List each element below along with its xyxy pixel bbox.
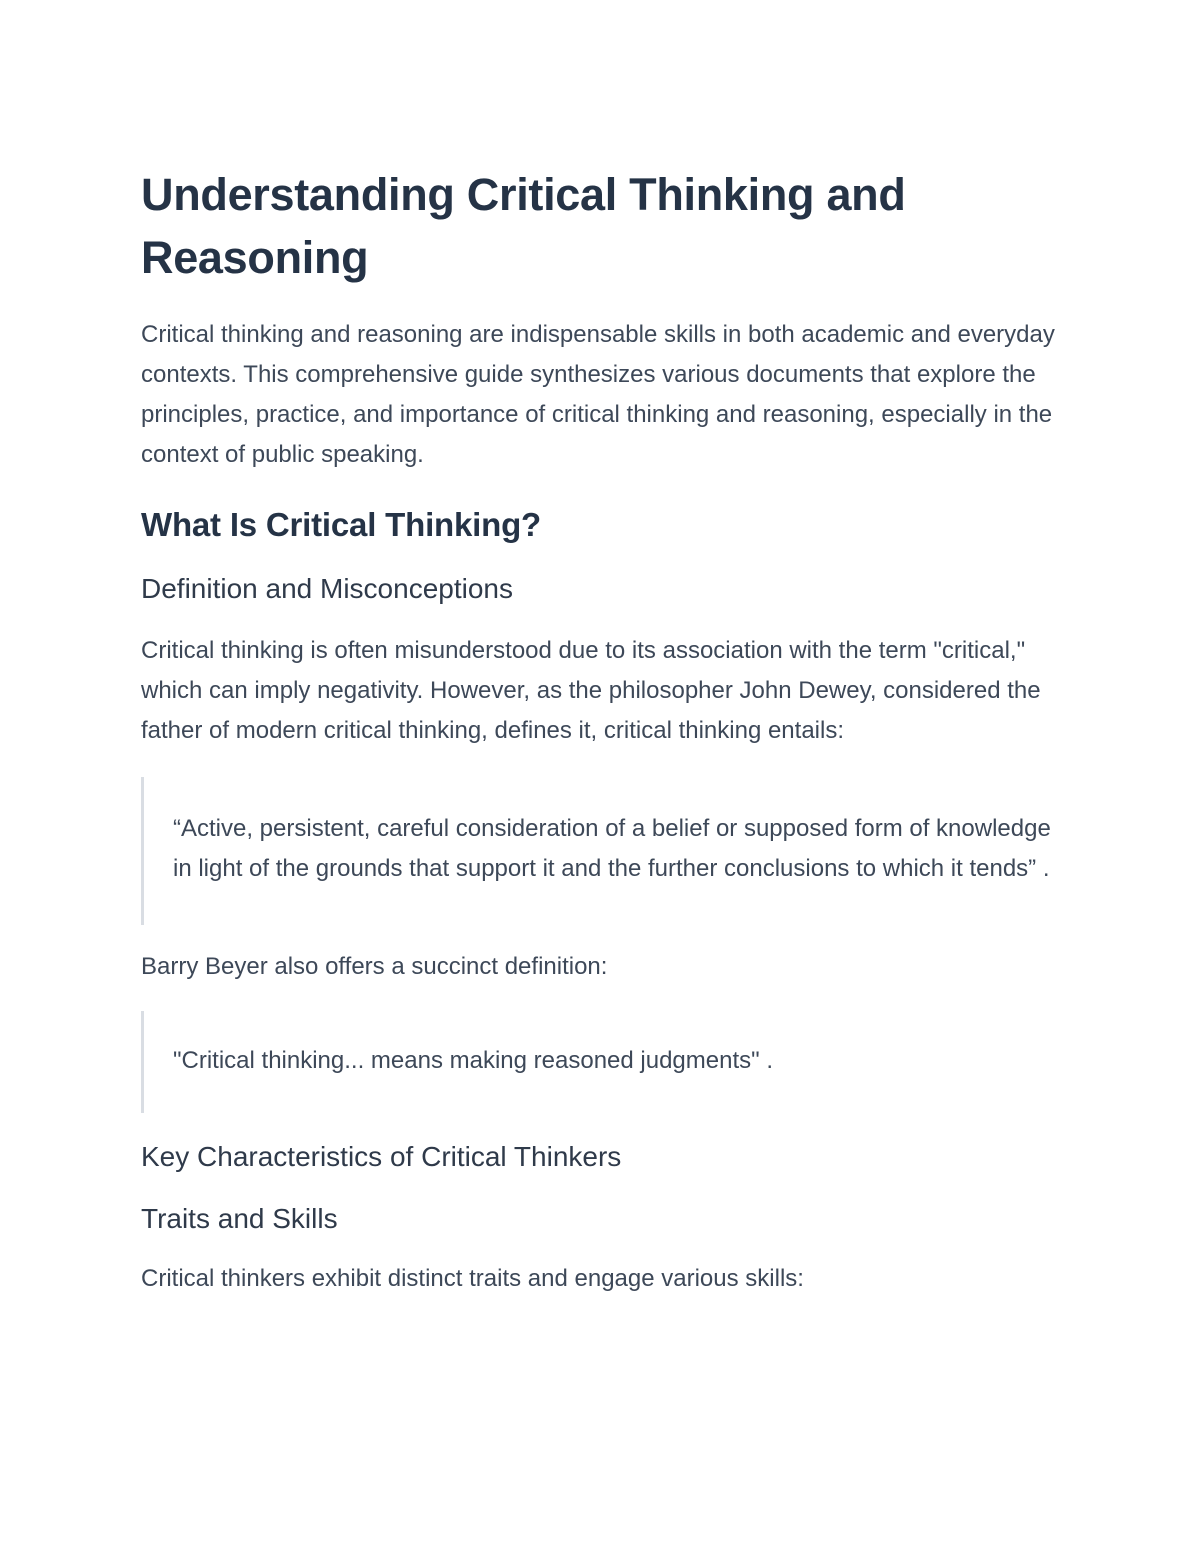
subheading-traits-skills: Traits and Skills xyxy=(141,1203,338,1234)
document-title: Understanding Critical Thinking and Reasoning xyxy=(141,169,906,283)
beyer-intro-paragraph: Barry Beyer also offers a succinct definition: xyxy=(141,953,608,980)
intro-paragraph: Critical thinking and reasoning are indispensable skills in both academic and everyday contexts. This comprehensive guide synthesizes various documents that explore the principles, practice, and importance of critical thinking and reasoning, especially in the context of public speaking. xyxy=(141,321,1055,468)
beyer-blockquote: "Critical thinking... means making reasoned judgments" . xyxy=(141,1011,1061,1113)
section-heading-what-is-critical-thinking: What Is Critical Thinking? xyxy=(141,506,541,543)
subheading-definition-misconceptions: Definition and Misconceptions xyxy=(141,573,513,604)
document-page xyxy=(141,163,1061,1299)
definition-paragraph: Critical thinking is often misunderstood due to its association with the term "critical," which can imply negativity. However, as the philosopher John Dewey, considered the father of modern critical thinking, defines it, critical thinking entails: xyxy=(141,637,1041,744)
dewey-blockquote: “Active, persistent, careful consideration of a belief or supposed form of knowledge in light of the grounds that support it and the further conclusions to which it tends” . xyxy=(141,777,1061,925)
traits-paragraph: Critical thinkers exhibit distinct traits and engage various skills: xyxy=(141,1265,804,1292)
subheading-key-characteristics: Key Characteristics of Critical Thinkers xyxy=(141,1141,622,1172)
